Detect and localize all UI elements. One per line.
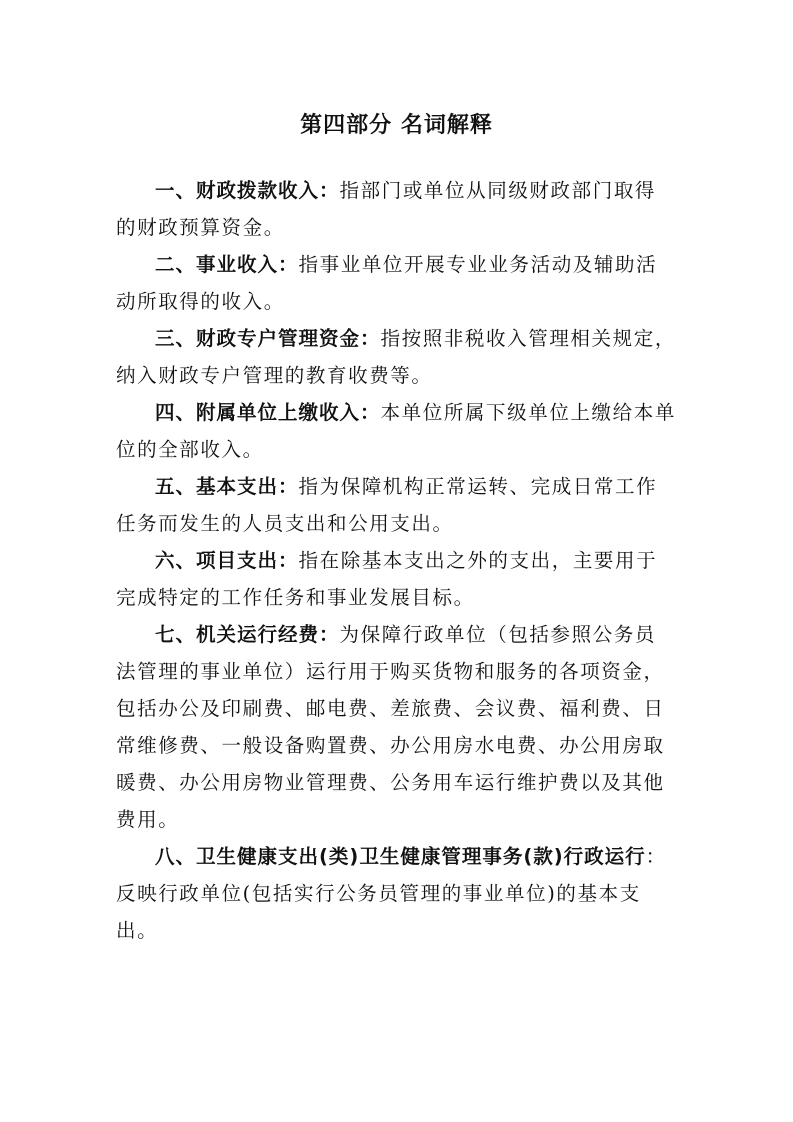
glossary-item-5 <box>116 468 676 542</box>
glossary-term: 一、财政拨款收入： <box>155 179 340 202</box>
glossary-term: 五、基本支出： <box>155 475 299 498</box>
glossary-definition: 指事业单位开展专业业务活动及辅助活动所取得的收入。 <box>116 253 658 313</box>
glossary-item-7 <box>116 616 676 838</box>
glossary-term: 八、卫生健康支出(类)卫生健康管理事务(款)行政运行 <box>155 845 646 868</box>
glossary-definition: ：反映行政单位(包括实行公务员管理的事业单位)的基本支出。 <box>116 845 667 942</box>
glossary-term: 六、项目支出： <box>155 549 299 572</box>
glossary-item-6 <box>116 542 676 616</box>
glossary-term: 四、附属单位上缴收入： <box>155 401 381 424</box>
glossary-definition: 指部门或单位从同级财政部门取得的财政预算资金。 <box>116 179 657 239</box>
glossary-definition: 指为保障机构正常运转、完成日常工作任务而发生的人员支出和公用支出。 <box>116 475 658 535</box>
glossary-item-8 <box>116 838 676 949</box>
glossary-term: 三、财政专户管理资金： <box>155 327 381 350</box>
glossary-definition: 指在除基本支出之外的支出，主要用于完成特定的工作任务和事业发展目标。 <box>116 549 658 609</box>
glossary-item-1 <box>116 172 676 246</box>
glossary-content <box>116 172 676 949</box>
page-title: 第四部分 名词解释 <box>300 113 493 138</box>
glossary-definition: 为保障行政单位（包括参照公务员法管理的事业单位）运行用于购买货物和服务的各项资金，包括办公及印刷费、邮电费、差旅费、会议费、福利费、日常维修费、一般设备购置费、办公用房水电费、办公用房取暖费、办公用房物业管理费、公务用车运行维护费以及其他费用。 <box>116 623 665 831</box>
glossary-item-3 <box>116 320 676 394</box>
glossary-term: 二、事业收入： <box>155 253 299 276</box>
glossary-term: 七、机关运行经费： <box>155 623 340 646</box>
glossary-definition: 本单位所属下级单位上缴给本单位的全部收入。 <box>116 401 676 461</box>
glossary-item-4 <box>116 394 676 468</box>
glossary-item-2 <box>116 246 676 320</box>
glossary-definition: 指按照非税收入管理相关规定，纳入财政专户管理的教育收费等。 <box>116 327 676 387</box>
